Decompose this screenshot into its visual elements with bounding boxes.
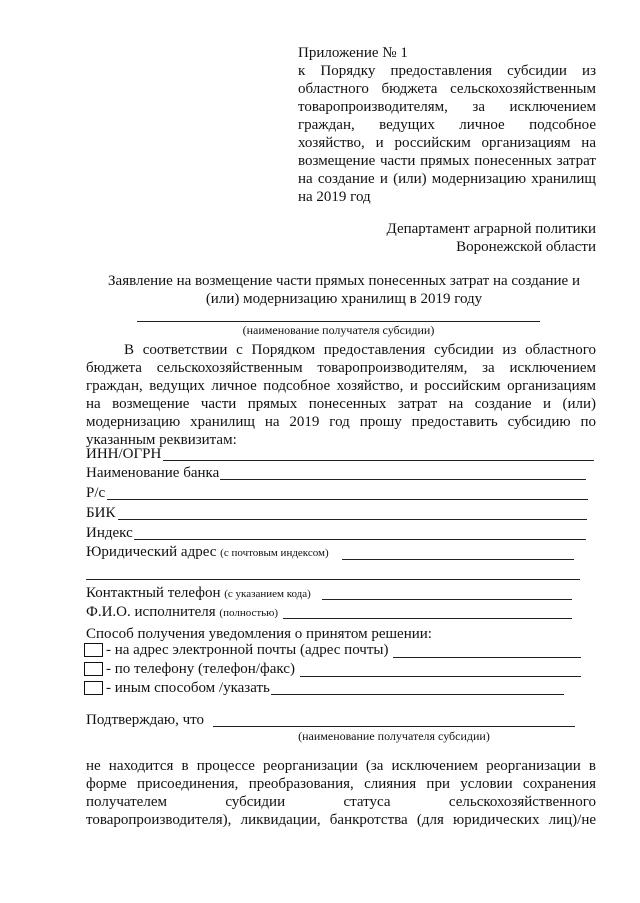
legal-address-text: Юридический адрес xyxy=(86,544,217,560)
legal-address-field[interactable] xyxy=(342,559,574,560)
appendix-line: областного бюджета сельскохозяйственным xyxy=(298,81,596,97)
confirm-caption: (наименование получателя субсидии) xyxy=(298,729,490,743)
final-line: не находится в процессе реорганизации (за исключением реорганизации в xyxy=(86,758,596,774)
appendix-line: к Порядку предоставления субсидии из xyxy=(298,63,596,79)
email-field[interactable] xyxy=(393,657,581,658)
heading-line: Заявление на возмещение части прямых понесенных затрат на создание и xyxy=(108,273,580,289)
legal-address-label xyxy=(86,543,329,561)
appendix-line: товаропроизводителям, за исключением xyxy=(298,99,596,115)
inn-label: ИНН/ОГРН xyxy=(86,446,162,462)
inn-field[interactable] xyxy=(163,460,594,461)
fio-label xyxy=(86,603,278,621)
final-paragraph xyxy=(86,757,596,829)
body-line: граждан, ведущих личное подсобное хозяйство, и российским организациям xyxy=(86,378,596,394)
document-heading xyxy=(84,272,604,308)
body-line: на возмещение части прямых понесенных затрат на создание и (или) xyxy=(86,396,596,412)
bik-field[interactable] xyxy=(118,519,587,520)
body-line: модернизацию хранилищ на 2019 год прошу предоставить субсидию по xyxy=(86,414,596,430)
fio-note: (полностью) xyxy=(219,607,279,619)
phone-label xyxy=(86,584,311,602)
fio-field[interactable] xyxy=(283,618,572,619)
body-line: В соответствии с Порядком предоставления субсидии из областного xyxy=(124,342,596,358)
appendix-line: возмещение части прямых понесенных затрат xyxy=(298,153,596,169)
index-field[interactable] xyxy=(134,539,586,540)
phone-option-label: - по телефону (телефон/факс) xyxy=(106,661,295,677)
recipient-name-line[interactable] xyxy=(137,321,540,322)
final-line: товаропроизводителя), ликвидации, банкротства (для юридических лиц)/не xyxy=(86,812,596,828)
bik-label: БИК xyxy=(86,505,116,521)
addressee-line: Воронежской области xyxy=(456,239,596,255)
appendix-line: граждан, ведущих личное подсобное xyxy=(298,117,596,133)
phone-option-field[interactable] xyxy=(300,676,581,677)
addressee xyxy=(387,220,596,256)
final-line: форме присоединения, преобразования, слияния при условии сохранения xyxy=(86,776,596,792)
appendix-title: Приложение № 1 xyxy=(298,45,408,61)
index-label: Индекс xyxy=(86,525,133,541)
other-checkbox[interactable] xyxy=(84,681,103,695)
appendix-line: на 2019 год xyxy=(298,189,371,205)
phone-checkbox[interactable] xyxy=(84,662,103,676)
appendix-line: хозяйство, и российским организациям на xyxy=(298,135,596,151)
heading-line: (или) модернизацию хранилищ в 2019 году xyxy=(205,291,483,307)
bank-field[interactable] xyxy=(220,479,586,480)
appendix-text xyxy=(298,62,596,206)
confirm-label: Подтверждаю, что xyxy=(86,712,205,728)
phone-note: (с указанием кода) xyxy=(224,588,311,600)
notification-title: Способ получения уведомления о принятом решении: xyxy=(86,626,432,642)
body-paragraph xyxy=(86,341,596,449)
fio-text: Ф.И.О. исполнителя xyxy=(86,604,216,620)
account-label: Р/с xyxy=(86,485,106,501)
phone-text: Контактный телефон xyxy=(86,585,221,601)
bank-label: Наименование банка xyxy=(86,465,220,481)
legal-address-field-continued[interactable] xyxy=(86,579,580,580)
body-line: бюджета сельскохозяйственным товаропроизводителям, за исключением xyxy=(86,360,596,376)
email-option-label: - на адрес электронной почты (адрес почты) xyxy=(106,642,389,658)
account-field[interactable] xyxy=(107,499,588,500)
final-line: получателем субсидии статуса сельскохозяйственного xyxy=(86,794,596,810)
recipient-caption: (наименование получателя субсидии) xyxy=(242,323,435,337)
legal-address-note: (с почтовым индексом) xyxy=(220,547,329,559)
phone-field[interactable] xyxy=(322,599,572,600)
confirm-field[interactable] xyxy=(213,726,575,727)
addressee-line: Департамент аграрной политики xyxy=(386,221,596,237)
body-line: указанным реквизитам: xyxy=(86,432,237,448)
other-option-field[interactable] xyxy=(271,694,564,695)
appendix-line: на создание и (или) модернизацию хранилищ xyxy=(298,171,596,187)
email-checkbox[interactable] xyxy=(84,643,103,657)
other-option-label: - иным способом /указать xyxy=(106,680,270,696)
